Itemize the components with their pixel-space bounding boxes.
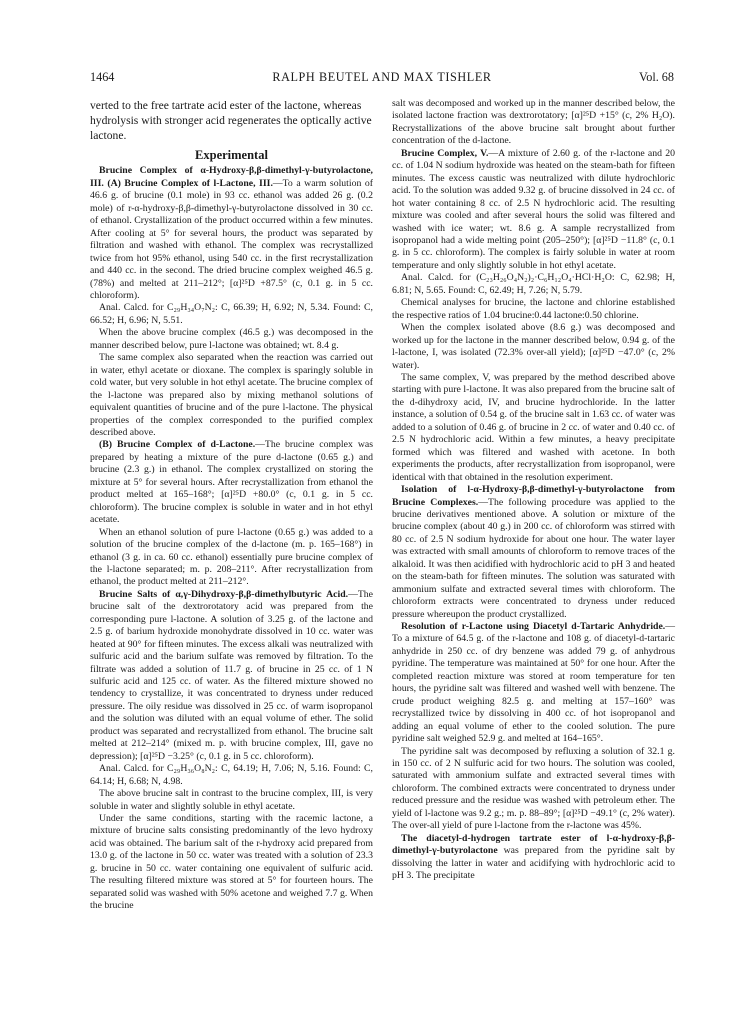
paragraph-body: —The brucine complex was prepared by heating a mixture of the pure d-lactone (0.65 g.) and brucine (2.3 g.) in ethanol. The complex crystallized on storing the mixture at 5° for several hours. After recrystallization from ethanol the product melted at 165–168°; [α]²⁵D +80.0° (c, 0.1 g. in 5 cc. chloroform). The brucine complex is soluble in water and in hot ethyl acetate. <box>90 439 373 526</box>
running-title: RALPH BEUTEL AND MAX TISHLER <box>272 70 492 84</box>
paragraph-pyridine-salt: The pyridine salt was decomposed by refluxing a solution of 32.1 g. in 150 cc. of 2 N sulfuric acid for two hours. The solution was cooled, saturated with ammonium sulfate and extracted several times with chloroform. The combined extracts were concentrated to dryness under reduced pressure and the residue was washed with petroleum ether. The yield of l-lactone was 9.2 g.; m. p. 88–89°; [α]²⁵D −49.1° (c, 2% water). The over-all yield of pure l-lactone from the r-lactone was 45%. <box>392 745 675 832</box>
paragraph-heading: The diacetyl-d-hydrogen tartrate ester of l-α-hydroxy-β,β-dimethyl-γ-butyrolactone <box>392 832 675 857</box>
paragraph-same-complex-v: The same complex, V, was prepared by the method described above starting with pure l-lactone. It was also prepared from the brucine salt of the d-dihydroxy acid, IV, and brucine hydrochloride. In the latter instance, a solution of 0.54 g. of the brucine salt in 1.63 cc. of water was added to a solution of 0.46 g. of brucine in 2 cc. of water and 0.40 cc. of 2.5 N hydrochloric acid. Within a few minutes, a heavy precipitate formed which was filtered and washed with acetone. In both experiments the products, after recrystallization from isopropanol, were identical with that obtained in the resolution experiment. <box>392 371 675 483</box>
paragraph-ethanol-solution: When an ethanol solution of pure l-lactone (0.65 g.) was added to a solution of the brucine complex of the d-lactone (m. p. 165–168°) in ethanol (3 g. in ca. 60 cc. ethanol) essentially pure brucine complex of the l-lactone separated; m. p. 208–211°. After recrystallization from ethanol, the product melted at 211–212°. <box>90 526 373 588</box>
paragraph-brucine-complex-v <box>392 148 675 273</box>
intro-paragraph: verted to the free tartrate acid ester of the lactone, whereas hydrolysis with stronger acid regenerates the optically active lactone. <box>90 99 372 142</box>
paragraph-heading: Brucine Complex, V. <box>401 147 489 159</box>
page-header <box>90 70 674 86</box>
right-column <box>392 98 675 883</box>
paragraph-analysis-1: Anal. Calcd. for C₂₉H₃₄O₇N₂: C, 66.39; H, 6.92; N, 5.34. Found: C, 66.52; H, 6.96; N, 5.51. <box>90 302 373 326</box>
paragraph-complex-decomposed: When the complex isolated above (8.6 g.) was decomposed and worked up for the lactone in the manner described below, 0.94 g. of the l-lactone, I, was isolated (72.3% over-all yield); [α]²⁵D −47.0° (c, 2% water). <box>392 322 675 371</box>
paragraph-body: —A mixture of 2.60 g. of the r-lactone and 20 cc. of 1.04 N sodium hydroxide was heated on the steam-bath for fifteen minutes. The excess caustic was neutralized with dilute hydrochloric acid. To the solution was added 9.32 g. of brucine dissolved in 24 cc. of hot water containing 8 cc. of 2.5 N hydrochloric acid. The resulting mixture was cooled and after several hours the solid was filtered and washed with ice water; wt. 8.6 g. A sample recrystallized from isopropanol had a wide melting point (205–250°); [α]²⁵D −11.8° (c, 0.1 g. in 5 cc. chloroform). The complex is fairly soluble in water at room temperature and only slightly soluble in hot ethyl acetate. <box>392 147 675 271</box>
paragraph-chemical-analyses: Chemical analyses for brucine, the lactone and chlorine established the respective ratios of 1.04 brucine:0.44 lactone:0.50 chlorine. <box>392 297 675 321</box>
paragraph-body: was prepared from the pyridine salt by dissolving the latter in water and acidifying with hydrochloric acid to pH 3. The precipitate <box>392 845 675 882</box>
paragraph-racemic-lactone: Under the same conditions, starting with the racemic lactone, a mixture of brucine salts consisting predominantly of the levo hydroxy acid was obtained. The barium salt of the r-hydroxy acid prepared from 13.0 g. of the lactone in 50 cc. water was treated with a solution of 23.3 g. brucine in 50 cc. water containing one equivalent of sulfuric acid. The resulting filtered mixture was stored at 5° for fourteen hours. The separated solid was washed with 50% acetone and weighed 7.7 g. When the brucine <box>90 813 373 912</box>
paragraph-body: —The following procedure was applied to the brucine derivatives mentioned above. A solution or mixture of the brucine complex (about 40 g.) in 200 cc. of chloroform was stirred with 80 cc. of 2.5 N sodium hydroxide for about one hour. The water layer was extracted with small amounts of chloroform to remove traces of the alkaloid. It was then acidified with hydrochloric acid to pH 3 and heated on the steam-bath for fifteen minutes. The solution was saturated with ammonium sulfate and extracted several times with chloroform. The chloroform extracts were concentrated to dryness under reduced pressure whereupon the product crystallized. <box>392 496 675 620</box>
paragraph-resolution <box>392 621 675 746</box>
paragraph-analysis-2: Anal. Calcd. for C₂₉H₃₆O₈N₂: C, 64.19; H, 7.06; N, 5.16. Found: C, 64.14; H, 6.68; N, 4.98. <box>90 763 373 787</box>
paragraph-body: —To a warm solution of 46.6 g. of brucine (0.1 mole) in 93 cc. ethanol was added 26 g. (0.2 mole) of r-α-hydroxy-β,β-dimethyl-γ-butyrolactone dissolved in 30 cc. of ethanol. Crystallization of the product occurred within a few minutes. After cooling at 5° for several hours, the product was separated by filtration and washed with ethanol. The complex was recrystallized twice from hot 95% ethanol, using 540 cc. in the first recrystallization and 440 cc. in the second. The dried brucine complex weighed 46.5 g. (78%) and melted at 211–212°; [α]²⁵D +87.5° (c, 0.1 g. in 5 cc. chloroform). <box>90 177 373 301</box>
paragraph-d-lactone-complex <box>90 439 373 526</box>
paragraph-tartrate-ester <box>392 833 675 883</box>
paragraph-body: —The brucine salt of the dextrorotatory acid was prepared from the corresponding pure l-lactone. A solution of 3.25 g. of the lactone and 2.5 g. of barium hydroxide monohydrate dissolved in 10 cc. water was heated at 90° for fifteen minutes. The excess alkali was neutralized with sulfuric acid and the barium sulfate was removed by filtration. To the filtrate was added a solution of 11.7 g. of brucine in 25 cc. of 1 N sulfuric acid and 125 cc. of water. As the filtered mixture showed no tendency to crystallize, it was concentrated to dryness under reduced pressure. The oily residue was dissolved in 25 cc. of warm isopropanol and the solution was diluted with an equal volume of ether. The solid product was separated and recrystallized from ethanol. The brucine salt melted at 212–214° (mixed m. p. with brucine complex, III, gave no depression); [α]²⁵D −3.25° (c, 0.1 g. in 5 cc. chloroform). <box>90 588 373 762</box>
paragraph-heading: Brucine Salts of α,γ-Dihydroxy-β,β-dimethylbutyric Acid. <box>99 588 349 600</box>
paragraph-heading: Resolution of r-Lactone using Diacetyl d-Tartaric Anhydride. <box>401 621 666 633</box>
paragraph-solubility: The above brucine salt in contrast to the brucine complex, III, is very soluble in water and slightly soluble in ethyl acetate. <box>90 788 373 812</box>
section-title: Experimental <box>195 148 268 162</box>
paragraph-brucine-salts <box>90 589 373 763</box>
paragraph-brucine-complex-iii <box>90 165 373 302</box>
left-column <box>90 98 373 913</box>
paragraph-body: —To a mixture of 64.5 g. of the r-lactone and 108 g. of diacetyl-d-tartaric anhydride in 250 cc. of dry benzene was added 79 g. of anhydrous pyridine. The temperature was maintained at 50° for one hour. After the completed reaction mixture was stored at room temperature for ten hours, the pyridine salt was filtered and washed well with benzene. The crude product weighing 82.5 g. and melting at 157–160° was recrystallized twice by dissolving in 400 cc. of hot isopropanol and adding an equal volume of ether to the cooled solution. The pure pyridine salt weighed 52.9 g. and melted at 164–165°. <box>392 621 675 745</box>
paragraph-decomposition: When the above brucine complex (46.5 g.) was decomposed in the manner described below, pure l-lactone was obtained; wt. 8.4 g. <box>90 327 373 351</box>
volume-label: Vol. 68 <box>639 70 674 84</box>
paragraph-isolation <box>392 484 675 621</box>
paragraph-heading: (B) Brucine Complex of d-Lactone. <box>99 439 256 451</box>
page-number: 1464 <box>90 70 115 84</box>
paragraph-analysis-3: Anal. Calcd. for (C₂₃H₂₆O₄N₂)₂·C₆H₁₂O₄·HCl·H₂O: C, 62.98; H, 6.81; N, 5.65. Found: C, 62.49; H, 7.26; N, 5.79. <box>392 272 675 296</box>
paragraph-continued: salt was decomposed and worked up in the manner described below, the isolated lactone fraction was dextrorotatory; [α]²⁵D +15° (c, 2% H₂O). Recrystallizations of the above brucine salt brought about further concentration of the d-lactone. <box>392 98 675 147</box>
paragraph-heading: Isolation of l-α-Hydroxy-β,β-dimethyl-γ-butyrolactone from Brucine Complexes. <box>392 484 675 508</box>
paragraph-same-complex: The same complex also separated when the reaction was carried out in water, ethyl acetate or dioxane. The complex is sparingly soluble in cold water, but very soluble in hot ethyl acetate. The brucine complex of the l-lactone was prepared also by mixing methanol solutions of equivalent quantities of brucine and of the pure l-lactone. The physical properties of the complex corresponded to the purified complex described above. <box>90 352 373 438</box>
paragraph-heading: Brucine Complex of α-Hydroxy-β,β-dimethyl-γ-butyrolactone, III. (A) Brucine Complex of l-Lactone, III. <box>90 165 373 189</box>
